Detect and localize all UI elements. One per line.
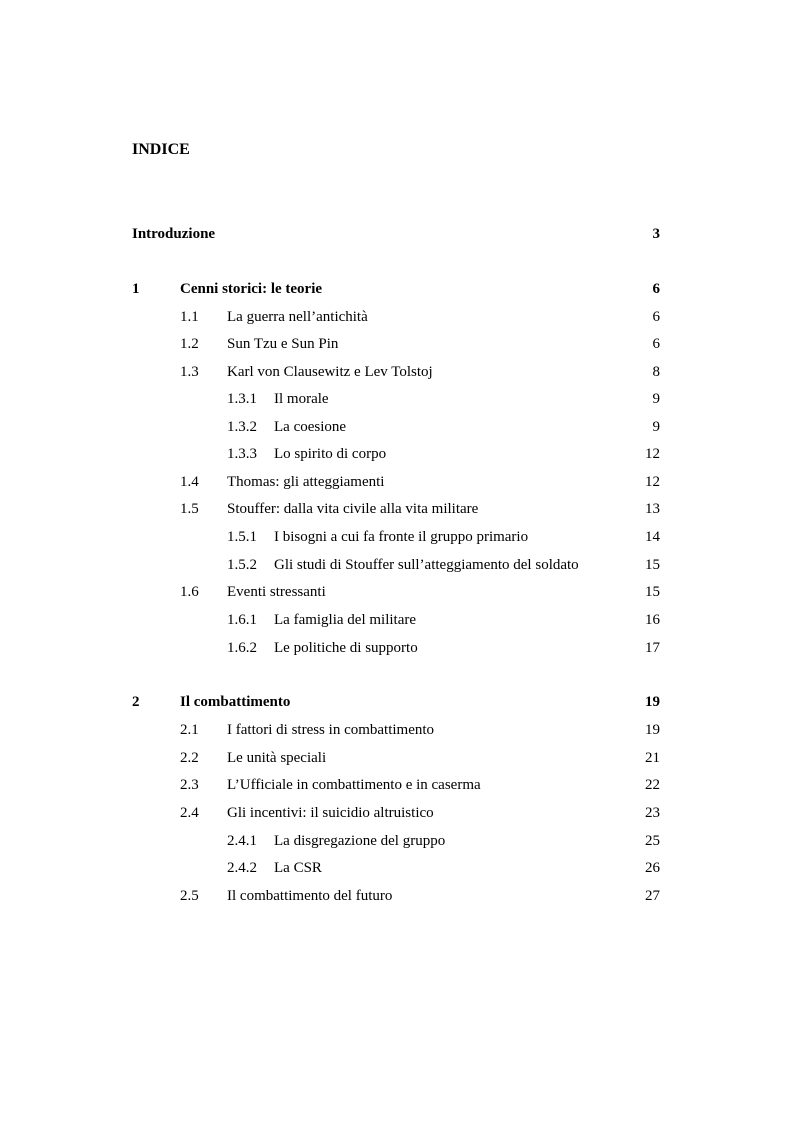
toc-entry-number: 2.1 xyxy=(180,722,199,738)
toc-entry-page-number: 22 xyxy=(645,777,660,793)
toc-entry-title: Gli incentivi: il suicidio altruistico xyxy=(227,805,434,821)
toc-entry-page-number: 15 xyxy=(645,557,660,573)
toc-entry-page-number: 3 xyxy=(652,226,660,242)
toc-entry-title: Lo spirito di corpo xyxy=(274,446,387,462)
toc-entry-number: 1 xyxy=(132,281,140,297)
toc-entry-page-number: 6 xyxy=(652,309,660,325)
toc-entry xyxy=(0,224,793,244)
toc-entry-page-number: 23 xyxy=(645,805,660,821)
toc-entry xyxy=(0,499,793,519)
toc-entry-number: 1.3 xyxy=(180,364,199,380)
toc-entry-page-number: 19 xyxy=(645,722,660,738)
toc-entry-title: I fattori di stress in combattimento xyxy=(227,722,435,738)
toc-entry-page-number: 6 xyxy=(652,336,660,352)
toc-entry-title: La coesione xyxy=(274,419,347,435)
toc-entry xyxy=(0,582,793,602)
toc-entry xyxy=(0,610,793,630)
toc-entry-page-number: 17 xyxy=(645,640,660,656)
toc-entry xyxy=(0,527,793,547)
toc-entry-page-number: 27 xyxy=(645,888,660,904)
toc-entry-title: Sun Tzu e Sun Pin xyxy=(227,336,339,352)
toc-entry xyxy=(0,720,793,740)
toc-entry-title: Le unità speciali xyxy=(227,750,327,766)
toc-entry-page-number: 8 xyxy=(652,364,660,380)
toc-entry-title: Il combattimento del futuro xyxy=(227,888,393,904)
toc-entry xyxy=(0,692,793,712)
toc-entry xyxy=(0,858,793,878)
toc-entry-page-number: 14 xyxy=(645,529,660,545)
toc-entry xyxy=(0,803,793,823)
toc-entry-number: 2.4.2 xyxy=(227,860,257,876)
toc-entry-number: 1.6.1 xyxy=(227,612,257,628)
toc-entry-number: 1.3.3 xyxy=(227,446,257,462)
toc-entry-number: 1.5.1 xyxy=(227,529,257,545)
toc-entry-title: Stouffer: dalla vita civile alla vita militare xyxy=(227,501,479,517)
toc-entry-title: I bisogni a cui fa fronte il gruppo primario xyxy=(274,529,529,545)
toc-entry-number: 2.3 xyxy=(180,777,199,793)
toc-entry xyxy=(0,886,793,906)
toc-entry-page-number: 26 xyxy=(645,860,660,876)
toc-entry xyxy=(0,775,793,795)
toc-entry-number: 2 xyxy=(132,694,140,710)
toc-entry-number: 1.3.1 xyxy=(227,391,257,407)
toc-entry-title: La guerra nell’antichità xyxy=(227,309,368,325)
toc-entry-title: La disgregazione del gruppo xyxy=(274,833,446,849)
toc-entry xyxy=(0,638,793,658)
toc-entry-page-number: 9 xyxy=(652,419,660,435)
toc-entry-title: Le politiche di supporto xyxy=(274,640,418,656)
toc-entry-page-number: 16 xyxy=(645,612,660,628)
toc-entry-number: 1.5 xyxy=(180,501,199,517)
toc-entry-number: 1.1 xyxy=(180,309,199,325)
toc-entry xyxy=(0,334,793,354)
toc-entry xyxy=(0,417,793,437)
toc-entry-number: 2.4 xyxy=(180,805,199,821)
toc-entry-number: 2.2 xyxy=(180,750,199,766)
toc-entry xyxy=(0,748,793,768)
toc-entry xyxy=(0,444,793,464)
toc-entry-title: Karl von Clausewitz e Lev Tolstoj xyxy=(227,364,433,380)
page-title: INDICE xyxy=(132,141,190,158)
toc-entry xyxy=(0,389,793,409)
toc-entry-page-number: 15 xyxy=(645,584,660,600)
toc-entry-number: 2.5 xyxy=(180,888,199,904)
toc-entry xyxy=(0,831,793,851)
toc-entry-number: 1.6.2 xyxy=(227,640,257,656)
toc-entry xyxy=(0,279,793,299)
toc-entry-title: Introduzione xyxy=(132,226,216,242)
toc-entry-page-number: 25 xyxy=(645,833,660,849)
toc-entry-page-number: 9 xyxy=(652,391,660,407)
toc-entry-number: 1.2 xyxy=(180,336,199,352)
toc-entry-title: Cenni storici: le teorie xyxy=(180,281,323,297)
toc-entry-page-number: 12 xyxy=(645,446,660,462)
toc-entry-title: La famiglia del militare xyxy=(274,612,417,628)
toc-entry-title: Il morale xyxy=(274,391,329,407)
toc-entry-page-number: 6 xyxy=(652,281,660,297)
toc-entry-page-number: 19 xyxy=(645,694,660,710)
toc-entry-title: L’Ufficiale in combattimento e in caserma xyxy=(227,777,481,793)
toc-entry xyxy=(0,472,793,492)
toc-entry xyxy=(0,555,793,575)
toc-entry-number: 1.3.2 xyxy=(227,419,257,435)
toc-entry xyxy=(0,362,793,382)
toc-entry-page-number: 21 xyxy=(645,750,660,766)
toc-entry-number: 1.5.2 xyxy=(227,557,257,573)
toc-entry-page-number: 12 xyxy=(645,474,660,490)
toc-entry-number: 1.6 xyxy=(180,584,199,600)
toc-entry-page-number: 13 xyxy=(645,501,660,517)
toc-entry-title: Thomas: gli atteggiamenti xyxy=(227,474,385,490)
toc-entry-number: 2.4.1 xyxy=(227,833,257,849)
toc-entry-title: Eventi stressanti xyxy=(227,584,326,600)
toc-entry-title: Gli studi di Stouffer sull’atteggiamento del soldato xyxy=(274,557,579,573)
toc-entry xyxy=(0,307,793,327)
toc-entry-number: 1.4 xyxy=(180,474,199,490)
toc-entry-title: Il combattimento xyxy=(180,694,291,710)
toc-entry-title: La CSR xyxy=(274,860,322,876)
